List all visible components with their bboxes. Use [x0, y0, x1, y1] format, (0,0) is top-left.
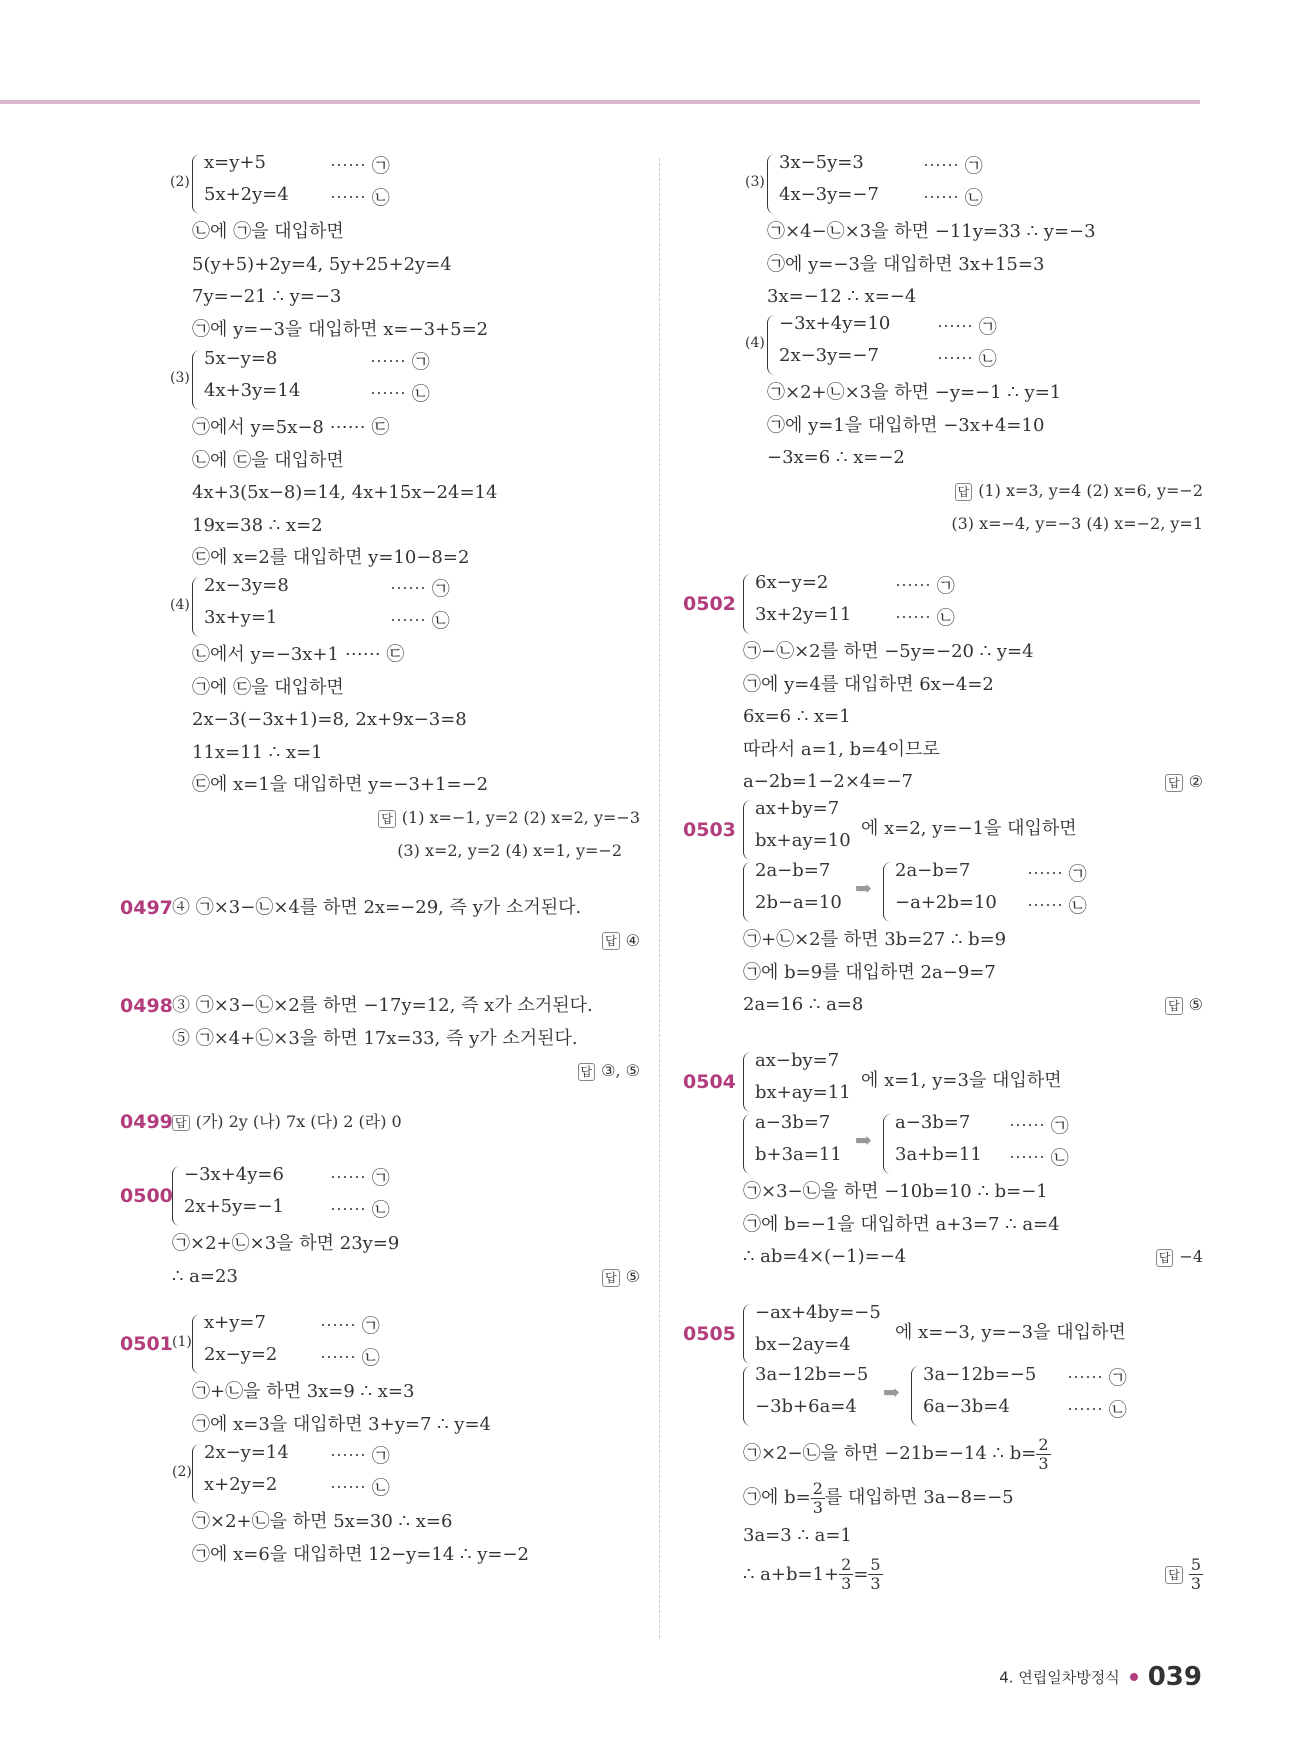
- equation-1: 3x−5y=3: [779, 152, 864, 173]
- chapter-title: 4. 연립일차방정식: [999, 1668, 1120, 1687]
- marker-1: ⋯⋯ ㉠: [330, 156, 390, 177]
- equation-2: 4x−3y=−7: [779, 184, 879, 205]
- solution-line: 3x=−12 ∴ x=−4: [767, 286, 917, 307]
- marker-1: ⋯⋯ ㉠: [330, 1446, 390, 1467]
- marker-1: ⋯⋯ ㉠: [1009, 1116, 1069, 1137]
- bullet-icon: [1130, 1673, 1138, 1681]
- solution-line: ㉠+㉡을 하면 3x=9 ∴ x=3: [192, 1381, 415, 1402]
- brace: [192, 577, 201, 637]
- answer-text: (1) x=−1, y=2 (2) x=2, y=−3: [401, 808, 640, 827]
- brace: [883, 862, 892, 922]
- solution-line: ㉠×4−㉡×3을 하면 −11y=33 ∴ y=−3: [767, 221, 1096, 242]
- equation-2: −a+2b=10: [895, 892, 997, 913]
- marker-2: ⋯⋯ ㉡: [923, 188, 983, 209]
- page-number: 039: [1147, 1662, 1202, 1692]
- solution-text: ∴ a+b=1+: [743, 1563, 840, 1585]
- marker-1: ⋯⋯ ㉠: [923, 156, 983, 177]
- denominator: 3: [1038, 1453, 1049, 1473]
- answer-text: ④: [625, 930, 640, 950]
- brace: [743, 1366, 752, 1426]
- solution-line: [743, 1432, 1203, 1476]
- numerator: 5: [870, 1555, 881, 1574]
- marker-2: ⋯⋯ ㉡: [320, 1348, 380, 1369]
- solution-line: ㉠×2+㉡×3을 하면 23y=9: [172, 1233, 400, 1254]
- problem-0497: [120, 892, 640, 990]
- solution-text: a−2b=1−2×4=−7: [743, 771, 914, 792]
- solution-line: 7y=−21 ∴ y=−3: [192, 286, 342, 307]
- equation-1: 3a−12b=−5: [923, 1364, 1037, 1385]
- equation-1: −3x+4y=6: [184, 1164, 284, 1185]
- equation-2: 2b−a=10: [755, 892, 842, 913]
- solution-line: ㉠에 y=−3을 대입하면 x=−3+5=2: [192, 318, 489, 340]
- solution-line: ㉡에 ㉢을 대입하면: [192, 449, 344, 471]
- problem-0503: [683, 798, 1203, 1050]
- part-label: (4): [745, 335, 765, 351]
- brace: [192, 350, 201, 410]
- answer-line: [683, 475, 1203, 508]
- marker-2: ⋯⋯ ㉡: [330, 1200, 390, 1221]
- marker-2: ⋯⋯ ㉡: [390, 611, 450, 632]
- problem-0496-part-2: [120, 152, 640, 348]
- solution-line: ㉢에 x=1을 대입하면 y=−3+1=−2: [192, 774, 489, 795]
- arrow-right-icon: ➡: [883, 1380, 900, 1404]
- problem-0504: [683, 1050, 1203, 1302]
- answer-line: [120, 802, 640, 835]
- solution-line: ⑤ ㉠×4+㉡×3을 하면 17x=33, 즉 y가 소거된다.: [172, 1027, 578, 1049]
- solution-line: ㉠에 b=−1을 대입하면 a+3=7 ∴ a=4: [743, 1213, 1060, 1235]
- part-label: (1): [172, 1334, 192, 1350]
- answer-badge: 답: [602, 1269, 620, 1287]
- denominator: 3: [841, 1574, 852, 1593]
- problem-number: 0498: [120, 995, 173, 1017]
- equation-1: x=y+5: [204, 152, 266, 173]
- numerator: 2: [841, 1555, 852, 1574]
- marker-2: ⋯⋯ ㉡: [330, 1478, 390, 1499]
- brace: [192, 1314, 201, 1374]
- solution-line: 5(y+5)+2y=4, 5y+25+2y=4: [192, 253, 452, 275]
- solution-line: 3a=3 ∴ a=1: [743, 1525, 852, 1546]
- problem-0496-part-3: [120, 348, 640, 575]
- brace: [743, 800, 752, 860]
- marker-1: ⋯⋯ ㉠: [390, 579, 450, 600]
- solution-line: ㉠×2+㉡×3을 하면 −y=−1 ∴ y=1: [767, 382, 1062, 403]
- solution-line: ㉠에 ㉢을 대입하면: [192, 676, 344, 698]
- solution-line: ㉠에 y=4를 대입하면 6x−4=2: [743, 673, 994, 695]
- column-divider: [659, 158, 660, 1638]
- equation-2: 3a+b=11: [895, 1144, 982, 1165]
- equation-1: x+y=7: [204, 1312, 266, 1333]
- solution-text: 를 대입하면 3a−8=−5: [824, 1487, 1014, 1508]
- brace: [743, 1052, 752, 1112]
- solution-line: 11x=11 ∴ x=1: [192, 741, 323, 763]
- solution-line: ㉠×3−㉡을 하면 −10b=10 ∴ b=−1: [743, 1181, 1048, 1202]
- solution-line: [743, 1553, 1203, 1597]
- denominator: 3: [1190, 1574, 1201, 1593]
- solution-line: ㉡에서 y=−3x+1 ⋯⋯ ㉢: [192, 644, 405, 665]
- left-column: [120, 152, 640, 1572]
- solution-line: 4x+3(5x−8)=14, 4x+15x−24=14: [192, 482, 498, 503]
- solution-line: ㉠에 x=6을 대입하면 12−y=14 ∴ y=−2: [192, 1543, 530, 1565]
- answer-line: [120, 1055, 640, 1088]
- problem-0496-part-4: [120, 575, 640, 802]
- right-column: [683, 152, 1203, 1602]
- solution-line: 따라서 a=1, b=4이므로: [743, 738, 940, 760]
- brace: [911, 1366, 920, 1426]
- brace: [767, 154, 776, 214]
- problem-number: 0501: [120, 1333, 173, 1355]
- equation-1: 5x−y=8: [204, 348, 278, 369]
- marker-2: ⋯⋯ ㉡: [1067, 1400, 1127, 1421]
- brace: [743, 862, 752, 922]
- answer-badge: 답: [1165, 774, 1183, 792]
- fraction: [1189, 1556, 1203, 1593]
- answer-line: [602, 1261, 640, 1294]
- answer-text: (1) x=3, y=4 (2) x=6, y=−2: [978, 481, 1203, 500]
- solution-text: ∴ a=23: [172, 1265, 238, 1287]
- marker-2: ⋯⋯ ㉡: [370, 384, 430, 405]
- solution-line: ㉡에 ㉠을 대입하면: [192, 221, 344, 242]
- solution-line: ㉠에 b=9를 대입하면 2a−9=7: [743, 961, 996, 983]
- problem-0501: [120, 1312, 640, 1572]
- equation-2: bx+ay=10: [755, 830, 851, 851]
- solution-text: ㉠×2−㉡을 하면 −21b=−14 ∴ b=: [743, 1443, 1037, 1464]
- solution-line: ㉠×2+㉡을 하면 5x=30 ∴ x=6: [192, 1511, 453, 1532]
- marker-2: ⋯⋯ ㉡: [895, 608, 955, 629]
- marker-1: ⋯⋯ ㉠: [1067, 1368, 1127, 1389]
- answer-badge: 답: [602, 932, 620, 950]
- problem-0498: [120, 990, 640, 1106]
- part-label: (2): [172, 1464, 192, 1480]
- answer-badge: 답: [1156, 1249, 1174, 1267]
- solution-line: ㉢에 x=2를 대입하면 y=10−8=2: [192, 547, 470, 568]
- part-label: (2): [170, 174, 190, 190]
- solution-line: ㉠에서 y=5x−8 ⋯⋯ ㉢: [192, 417, 390, 438]
- solution-text: ∴ ab=4×(−1)=−4: [743, 1246, 907, 1267]
- answer-badge: 답: [172, 1115, 190, 1131]
- numerator: 5: [1190, 1555, 1201, 1574]
- equation-2: 2x+5y=−1: [184, 1196, 284, 1217]
- numerator: 2: [1038, 1434, 1049, 1454]
- answer-line: [172, 1106, 640, 1139]
- answer-text: (가) 2y (나) 7x (다) 2 (라) 0: [195, 1112, 402, 1131]
- marker-1: ⋯⋯ ㉠: [895, 576, 955, 597]
- solution-line: 19x=38 ∴ x=2: [192, 514, 323, 536]
- marker-1: ⋯⋯ ㉠: [937, 317, 997, 338]
- equation-1: 6x−y=2: [755, 572, 829, 593]
- answer-badge: 답: [578, 1063, 596, 1081]
- problem-0500: [120, 1164, 640, 1312]
- part-label: (3): [745, 174, 765, 190]
- equation-2: 2x−y=2: [204, 1344, 278, 1365]
- equation-1: ax−by=7: [755, 1050, 840, 1071]
- solution-line: [743, 766, 1203, 799]
- fraction: [811, 1480, 825, 1517]
- equation-2: −3b+6a=4: [755, 1396, 857, 1417]
- marker-2: ⋯⋯ ㉡: [1027, 896, 1087, 917]
- brace: [192, 1444, 201, 1504]
- problem-number: 0499: [120, 1111, 173, 1133]
- arrow-right-icon: ➡: [855, 1128, 872, 1152]
- solution-line: ㉠에 x=3을 대입하면 3+y=7 ∴ y=4: [192, 1413, 492, 1435]
- numerator: 2: [812, 1478, 823, 1498]
- answer-line: [1165, 1553, 1203, 1597]
- equation-2: 3x+2y=11: [755, 604, 852, 625]
- solution-line: ③ ㉠×3−㉡×2를 하면 −17y=12, 즉 x가 소거된다.: [172, 995, 593, 1016]
- problem-number: 0500: [120, 1185, 173, 1207]
- brace: [192, 154, 201, 214]
- solution-line: [743, 1241, 1203, 1274]
- equation-2: b+3a=11: [755, 1144, 842, 1165]
- marker-2: ⋯⋯ ㉡: [937, 349, 997, 370]
- equation-1: −3x+4y=10: [779, 313, 891, 334]
- answer-text: (3) x=2, y=2 (4) x=1, y=−2: [397, 840, 622, 860]
- fraction: [839, 1556, 853, 1593]
- marker-1: ⋯⋯ ㉠: [370, 352, 430, 373]
- page-footer: [999, 1662, 1202, 1692]
- substitution-text: 에 x=−3, y=−3을 대입하면: [895, 1322, 1126, 1343]
- arrow-right-icon: ➡: [855, 876, 872, 900]
- part-label: (3): [170, 370, 190, 386]
- answer-0501: [683, 475, 1203, 572]
- answer-badge: 답: [1165, 1566, 1183, 1584]
- equation-2: 6a−3b=4: [923, 1396, 1010, 1417]
- equation-2: x+2y=2: [204, 1474, 278, 1495]
- answer-line: [1165, 766, 1203, 799]
- solution-line: ㉠에 y=−3을 대입하면 3x+15=3: [767, 253, 1045, 275]
- answer-line: [120, 925, 640, 958]
- denominator: 3: [870, 1574, 881, 1593]
- equation-1: 2x−y=14: [204, 1442, 289, 1463]
- marker-2: ⋯⋯ ㉡: [330, 188, 390, 209]
- equation-1: 2a−b=7: [755, 860, 831, 881]
- equation-1: 3a−12b=−5: [755, 1364, 869, 1385]
- equation-1: a−3b=7: [895, 1112, 971, 1133]
- solution-line: ㉠에 y=1을 대입하면 −3x+4=10: [767, 414, 1045, 436]
- answer-text: (3) x=−4, y=−3 (4) x=−2, y=1: [951, 513, 1203, 533]
- substitution-text: 에 x=2, y=−1을 대입하면: [861, 818, 1077, 839]
- substitution-text: 에 x=1, y=3을 대입하면: [861, 1070, 1062, 1091]
- equation-1: ax+by=7: [755, 798, 840, 819]
- answer-text: ⑤: [625, 1266, 640, 1286]
- answer-badge: 답: [1165, 997, 1183, 1015]
- part-label: (4): [170, 597, 190, 613]
- marker-1: ⋯⋯ ㉠: [330, 1168, 390, 1189]
- solution-line: [743, 1476, 1203, 1520]
- answer-badge: 답: [955, 483, 973, 501]
- brace: [743, 1114, 752, 1174]
- equation-2: bx−2ay=4: [755, 1334, 851, 1355]
- problem-0502: [683, 572, 1203, 798]
- equation-1: a−3b=7: [755, 1112, 831, 1133]
- denominator: 3: [812, 1497, 823, 1517]
- header-rule: [0, 100, 1200, 104]
- solution-line: ④ ㉠×3−㉡×4를 하면 2x=−29, 즉 y가 소거된다.: [172, 897, 582, 918]
- problem-number: 0503: [683, 819, 736, 841]
- equation-1: 2a−b=7: [895, 860, 971, 881]
- answer-text: ⑤: [1188, 995, 1203, 1014]
- problem-0501-part-3: [683, 152, 1203, 313]
- marker-1: ⋯⋯ ㉠: [1027, 864, 1087, 885]
- solution-line: ㉠+㉡×2를 하면 3b=27 ∴ b=9: [743, 929, 1007, 950]
- fraction: [868, 1556, 882, 1593]
- solution-line: [172, 1261, 640, 1294]
- brace: [883, 1114, 892, 1174]
- fraction: [1036, 1436, 1050, 1473]
- equation-2: 4x+3y=14: [204, 380, 301, 401]
- answer-text: ②: [1188, 772, 1203, 791]
- solution-text: ㉠에 b=: [743, 1487, 811, 1508]
- problem-number: 0505: [683, 1323, 736, 1345]
- problem-0499: [120, 1106, 640, 1164]
- answer-text: ③, ⑤: [601, 1061, 640, 1080]
- solution-line: [743, 989, 1203, 1022]
- brace: [743, 574, 752, 634]
- problem-0501-part-4: [683, 313, 1203, 475]
- marker-2: ⋯⋯ ㉡: [1009, 1148, 1069, 1169]
- equation-1: −ax+4by=−5: [755, 1302, 881, 1323]
- answer-text: −4: [1179, 1247, 1203, 1266]
- problem-number: 0504: [683, 1071, 736, 1093]
- problem-0505: [683, 1302, 1203, 1602]
- equation-2: bx+ay=11: [755, 1082, 851, 1103]
- answer-0496: [120, 802, 640, 892]
- solution-line: 6x=6 ∴ x=1: [743, 706, 851, 727]
- answer-badge: 답: [378, 810, 396, 828]
- equation-2: 3x+y=1: [204, 607, 278, 628]
- brace: [767, 315, 776, 375]
- problem-number: 0502: [683, 593, 736, 615]
- brace: [172, 1166, 181, 1226]
- equation-1: 2x−3y=8: [204, 575, 289, 596]
- solution-text: =: [853, 1563, 869, 1585]
- equation-2: 5x+2y=4: [204, 184, 289, 205]
- equation-2: 2x−3y=−7: [779, 345, 879, 366]
- answer-line: [1156, 1241, 1203, 1274]
- solution-line: ㉠−㉡×2를 하면 −5y=−20 ∴ y=4: [743, 641, 1034, 662]
- answer-line: [1165, 989, 1203, 1022]
- solution-text: 2a=16 ∴ a=8: [743, 994, 864, 1015]
- solution-line: 2x−3(−3x+1)=8, 2x+9x−3=8: [192, 709, 467, 730]
- brace: [743, 1304, 752, 1364]
- problem-number: 0497: [120, 897, 173, 919]
- solution-line: −3x=6 ∴ x=−2: [767, 447, 905, 468]
- marker-1: ⋯⋯ ㉠: [320, 1316, 380, 1337]
